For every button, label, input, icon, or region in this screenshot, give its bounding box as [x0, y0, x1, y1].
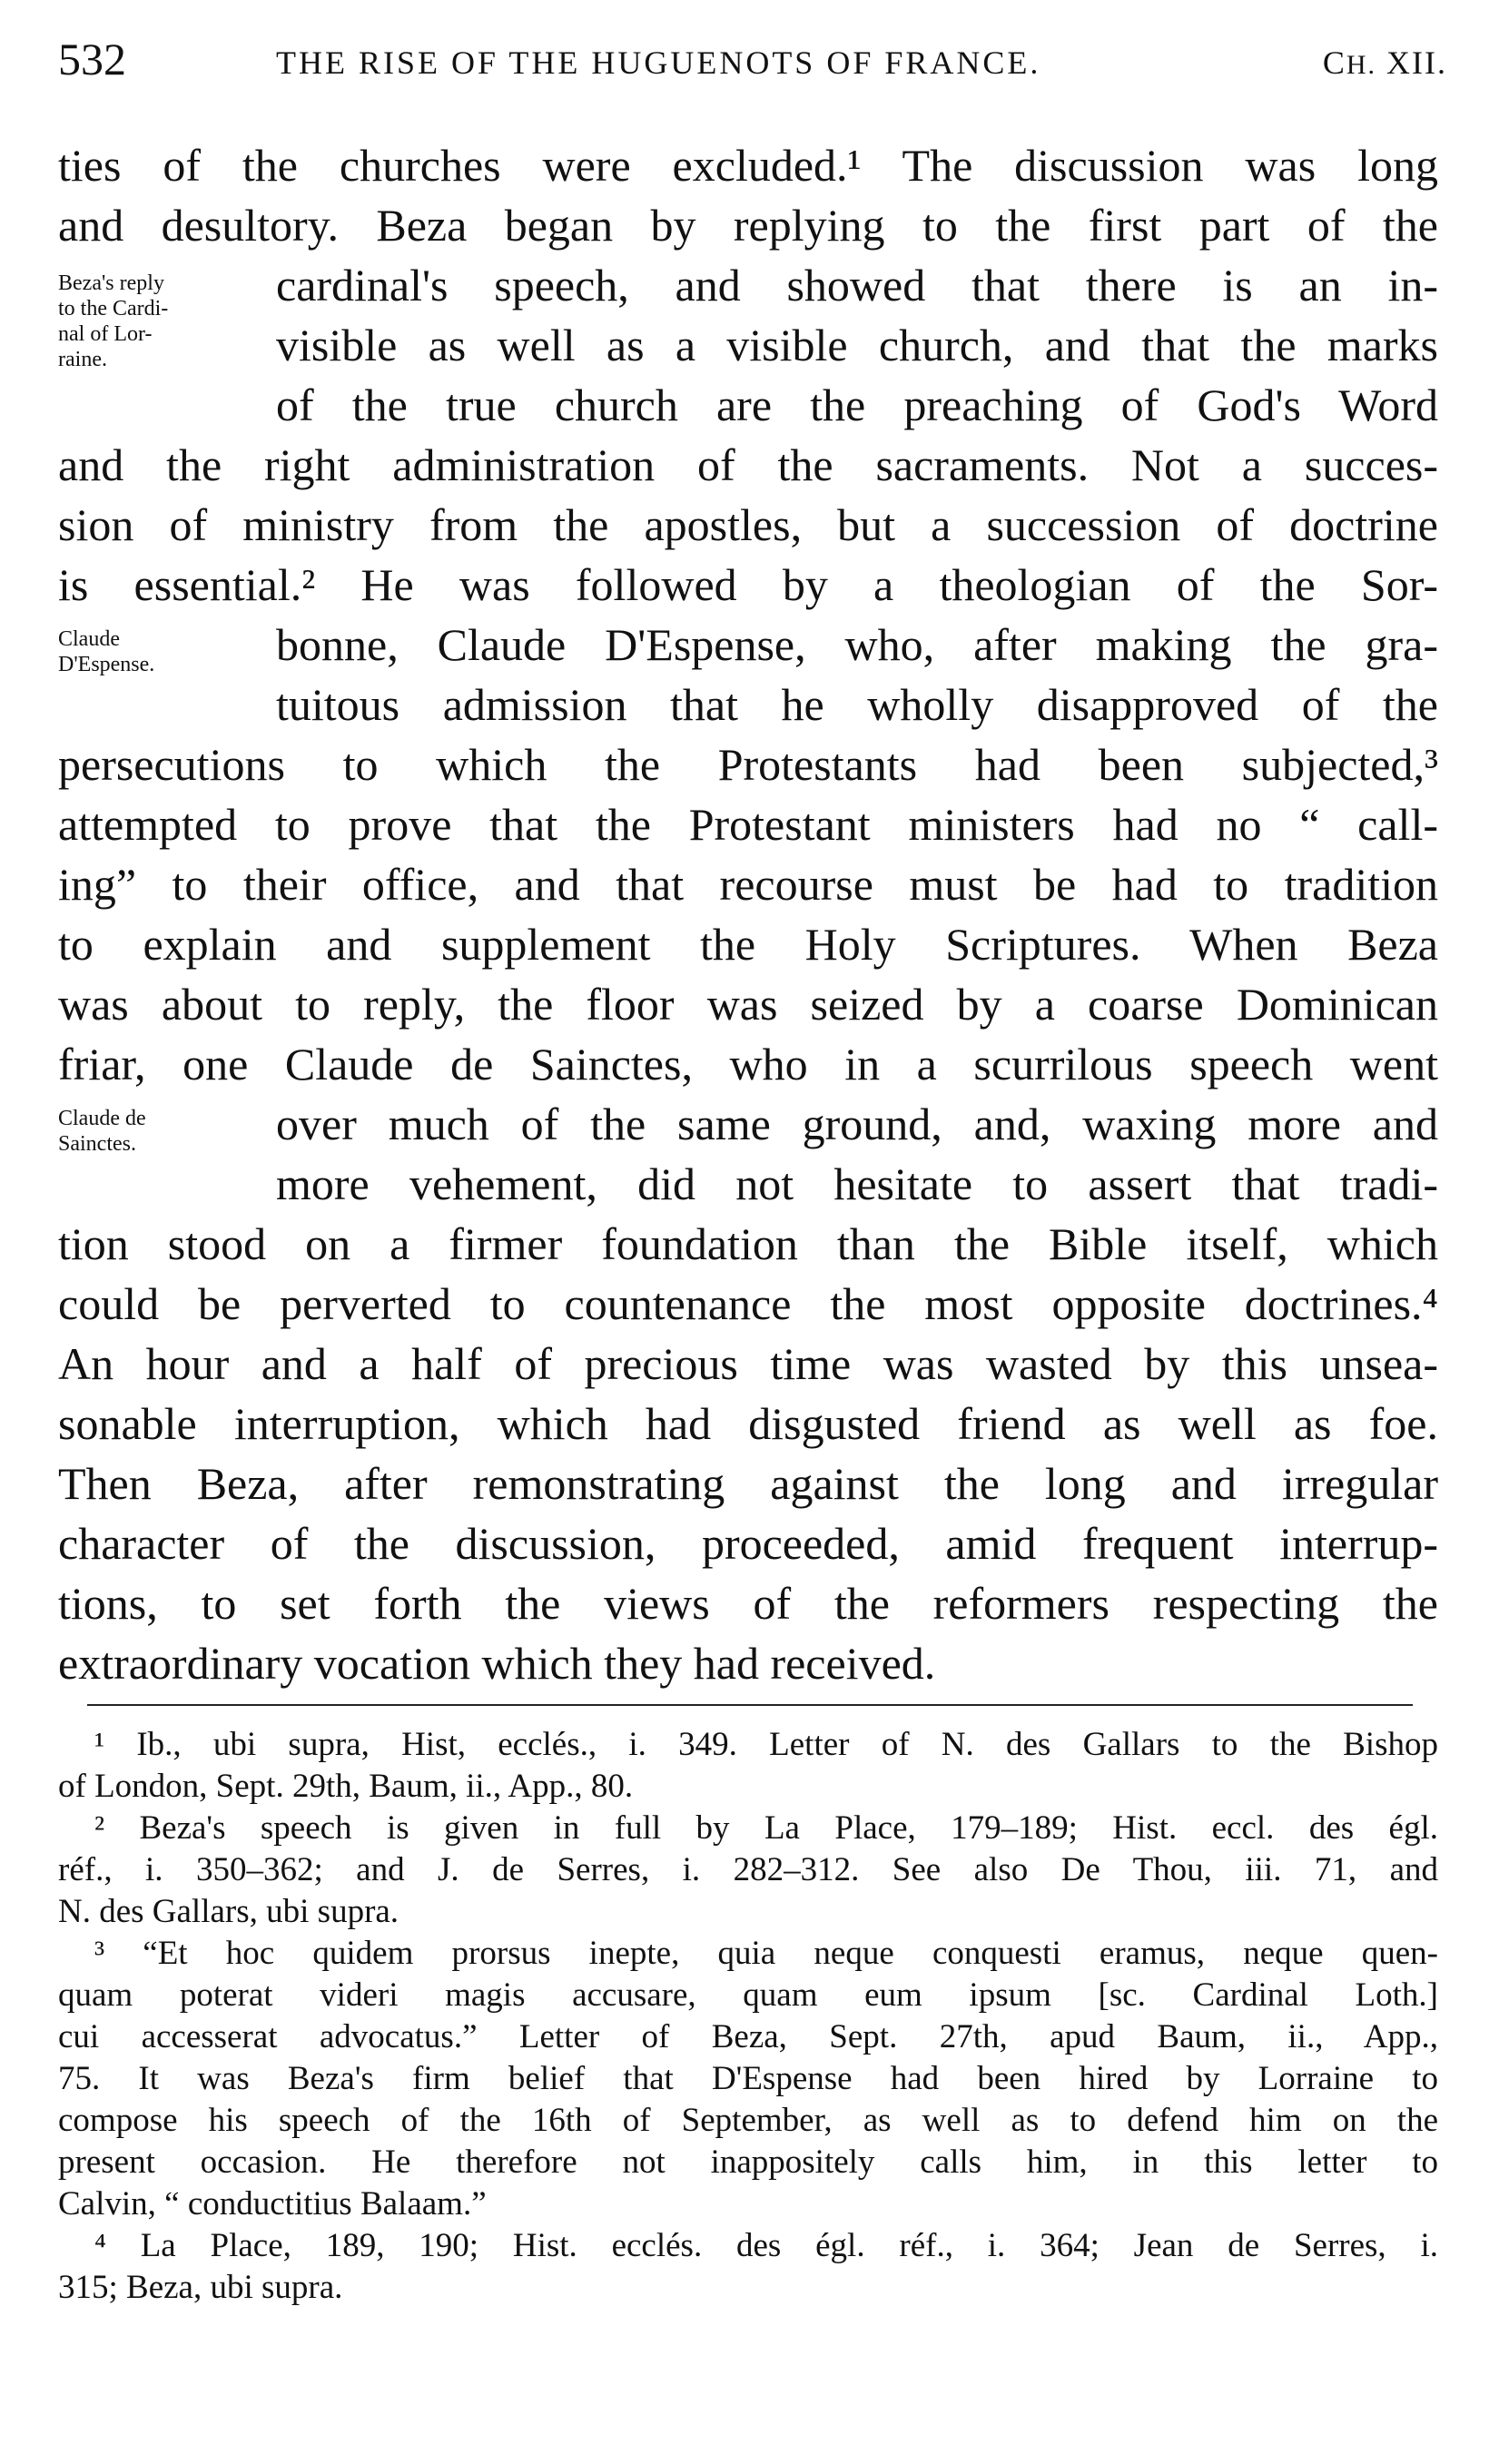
sidenote-sainctes	[58, 1106, 267, 1157]
sidenote-line: raine.	[58, 348, 107, 371]
sidenote-line: nal of Lor-	[58, 322, 153, 346]
sidenote-line: D'Espense.	[58, 653, 155, 676]
text-line: ing” to their office, and that recourse must be had to tradition	[58, 859, 1438, 910]
chapter-label	[1323, 44, 1447, 82]
text-line: cardinal's speech, and showed that there is an in-	[276, 260, 1438, 310]
footnote-line: ⁴ La Place, 189, 190; Hist. ecclés. des égl. réf., i. 364; Jean de Serres, i.	[94, 2227, 1438, 2264]
footnote-line: ² Beza's speech is given in full by La Place, 179–189; Hist. eccl. des égl.	[94, 1809, 1438, 1847]
sidenote-line: Claude de	[58, 1107, 146, 1130]
footnote-line: ³ “Et hoc quidem prorsus inepte, quia neque conquesti eramus, neque quen-	[94, 1935, 1438, 1972]
footnote-line: N. des Gallars, ubi supra.	[58, 1893, 399, 1930]
footnote-line: 315; Beza, ubi supra.	[58, 2269, 343, 2306]
text-line: is essential.² He was followed by a theologian of the Sor-	[58, 559, 1438, 610]
page-number: 532	[58, 34, 126, 84]
chapter-number: XII.	[1386, 44, 1447, 81]
sidenote-beza-reply	[58, 271, 267, 372]
text-line: tuitous admission that he wholly disapproved of the	[276, 679, 1438, 730]
sidenote-line: to the Cardi-	[58, 297, 169, 320]
footnote-line: present occasion. He therefore not inappositely calls him, in this letter to	[58, 2144, 1438, 2181]
text-line: more vehement, did not hesitate to assert that tradi-	[276, 1158, 1438, 1209]
chapter-prefix: C	[1322, 44, 1346, 81]
footnote-line: of London, Sept. 29th, Baum, ii., App., 80.	[58, 1768, 634, 1805]
footnote-line: réf., i. 350–362; and J. de Serres, i. 282–312. See also De Thou, iii. 71, and	[58, 1851, 1438, 1888]
sidenote-line: Claude	[58, 627, 120, 651]
text-line: of the true church are the preaching of God's Word	[276, 379, 1438, 430]
text-line: Then Beza, after remonstrating against the long and irregular	[58, 1458, 1438, 1509]
text-line: tions, to set forth the views of the reformers respecting the	[58, 1578, 1438, 1629]
text-line: persecutions to which the Protestants had been subjected,³	[58, 739, 1438, 790]
text-line: and desultory. Beza began by replying to the first part of the	[58, 200, 1438, 251]
text-line: sion of ministry from the apostles, but a succession of doctrine	[58, 499, 1438, 550]
chapter-small: H.	[1346, 50, 1377, 80]
text-line: An hour and a half of precious time was wasted by this unsea-	[58, 1338, 1438, 1389]
text-line: extraordinary vocation which they had received.	[58, 1638, 936, 1689]
text-line: and the right administration of the sacraments. Not a succes-	[58, 439, 1438, 490]
sidenote-line: Beza's reply	[58, 271, 164, 295]
sidenote-line: Sainctes.	[58, 1132, 136, 1156]
text-line: tion stood on a firmer foundation than the Bible itself, which	[58, 1218, 1438, 1269]
text-line: over much of the same ground, and, waxing more and	[276, 1099, 1438, 1149]
text-line: bonne, Claude D'Espense, who, after making the gra-	[276, 619, 1438, 670]
footnote-line: cui accesserat advocatus.” Letter of Beza, Sept. 27th, apud Baum, ii., App.,	[58, 2018, 1438, 2055]
footnote-line: compose his speech of the 16th of September, as well as to defend him on the	[58, 2102, 1438, 2139]
text-line: attempted to prove that the Protestant ministers had no “ call-	[58, 799, 1438, 850]
sidenote-despense	[58, 626, 267, 677]
footnote-line: quam poterat videri magis accusare, quam eum ipsum [sc. Cardinal Loth.]	[58, 1976, 1438, 2014]
text-line: character of the discussion, proceeded, amid frequent interrup-	[58, 1518, 1438, 1569]
text-line: visible as well as a visible church, and that the marks	[276, 320, 1438, 370]
text-line: was about to reply, the floor was seized by a coarse Dominican	[58, 979, 1438, 1030]
text-line: could be perverted to countenance the most opposite doctrines.⁴	[58, 1278, 1438, 1329]
text-line: ties of the churches were excluded.¹ The discussion was long	[58, 140, 1438, 191]
text-line: sonable interruption, which had disgusted friend as well as foe.	[58, 1398, 1438, 1449]
text-line: to explain and supplement the Holy Scriptures. When Beza	[58, 919, 1438, 970]
footnote-line: ¹ Ib., ubi supra, Hist, ecclés., i. 349. Letter of N. des Gallars to the Bishop	[94, 1726, 1438, 1763]
running-title: THE RISE OF THE HUGUENOTS OF FRANCE.	[276, 44, 1041, 81]
text-line: friar, one Claude de Sainctes, who in a scurrilous speech went	[58, 1039, 1438, 1089]
footnote-line: Calvin, “ conductitius Balaam.”	[58, 2185, 487, 2223]
footnote-line: 75. It was Beza's firm belief that D'Espense had been hired by Lorraine to	[58, 2060, 1438, 2097]
footnote-divider	[87, 1704, 1413, 1706]
page-header	[58, 33, 1447, 96]
